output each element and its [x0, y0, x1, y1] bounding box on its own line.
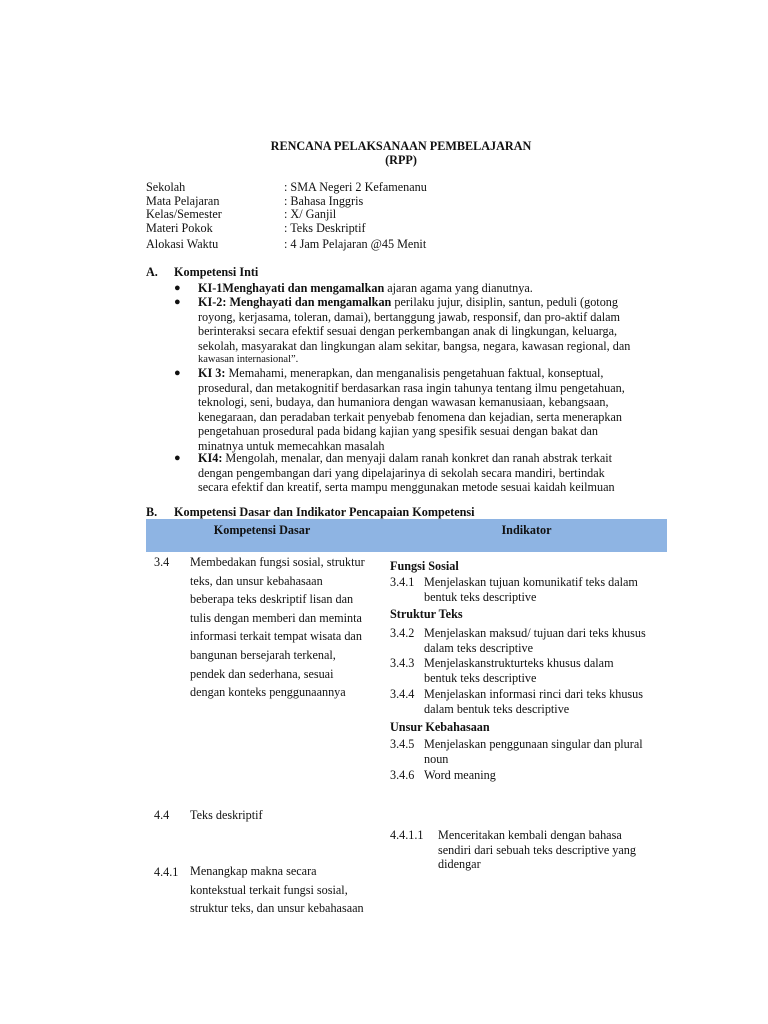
ki-line: pengetahuan prosedural pada bidang kajian yang spesifik sesuai dengan bakat dan — [198, 424, 599, 439]
ki-line: Memahami, menerapkan, dan menganalisis pengetahuan faktual, konseptual, — [225, 366, 604, 380]
indikator-number: 4.4.1.1 — [390, 828, 424, 842]
info-value: : Teks Deskriptif — [284, 221, 366, 235]
kd-description — [190, 862, 364, 918]
ki-line: sekolah, masyarakat dan lingkungan alam sekitar, bangsa, negara, kawasan regional, dan — [198, 338, 631, 353]
indikator-line: Menjelaskanstrukturteks khusus dalam — [424, 656, 614, 670]
ki-line: secara efektif dan kreatif, serta mampu menggunakan metode sesuai kaidah keilmuan — [198, 480, 615, 495]
indikator-text — [438, 828, 636, 872]
indikator-line: sendiri dari sebuah teks descriptive yang — [438, 842, 636, 857]
kd-line: kontekstual terkait fungsi sosial, — [190, 882, 348, 897]
indikator-line: bentuk teks descriptive — [424, 589, 537, 604]
kd-number: 4.4 — [154, 808, 170, 822]
document-title: RENCANA PELAKSANAAN PEMBELAJARAN — [270, 139, 532, 153]
kd-description — [190, 553, 365, 702]
ki-line: kawasan internasional”. — [198, 354, 299, 366]
info-label: Sekolah — [146, 180, 186, 194]
indikator-number: 3.4.4 — [390, 687, 415, 701]
kd-number: 4.4.1 — [154, 865, 179, 879]
bullet-dot-icon: ● — [174, 296, 181, 308]
ki-text — [198, 295, 668, 368]
table-header — [146, 519, 667, 552]
ki-label: KI 3: — [198, 366, 226, 380]
ki-line: royong, kerjasama, toleran, damai), bertanggung jawab, responsif, dan pro-aktif dalam — [198, 309, 621, 324]
section-title: Kompetensi Inti — [174, 265, 259, 279]
info-value: : 4 Jam Pelajaran @45 Menit — [284, 237, 427, 251]
ki-label: KI4: — [198, 451, 223, 465]
indikator-text — [424, 575, 638, 604]
ki-line: dengan pengembangan dari yang dipelajarinya di sekolah secara mandiri, bertindak — [198, 465, 605, 480]
section-number: B. — [146, 505, 158, 519]
info-value: : X/ Ganjil — [284, 207, 337, 221]
ki-text — [198, 281, 668, 296]
column-header-indikator: Indikator — [501, 523, 552, 537]
column-header-kd: Kompetensi Dasar — [213, 523, 311, 537]
section-number: A. — [146, 265, 158, 279]
ki-line: Mengolah, menalar, dan menyaji dalam ranah konkret dan ranah abstrak terkait — [222, 451, 613, 465]
indikator-line: Word meaning — [424, 768, 496, 782]
kd-number: 3.4 — [154, 555, 170, 569]
indikator-line: Menceritakan kembali dengan bahasa — [438, 828, 622, 842]
kd-line: Membedakan fungsi sosial, struktur — [190, 555, 365, 569]
ki-text — [198, 366, 668, 454]
document-subtitle: (RPP) — [385, 153, 417, 167]
kd-line: pendek dan sederhana, sesuai — [190, 666, 334, 681]
kd-line: beberapa teks deskriptif lisan dan — [190, 592, 354, 607]
indikator-line: dalam teks descriptive — [424, 640, 533, 655]
ki-line: teknologi, seni, budaya, dan humaniora dengan wawasan kemanusiaan, kebangsaan, — [198, 395, 609, 410]
indikator-line: noun — [424, 751, 449, 766]
indikator-text — [424, 768, 496, 783]
indikator-line: dalam bentuk teks descriptive — [424, 701, 570, 716]
ki-line: ajaran agama yang dianutnya. — [384, 281, 533, 295]
indikator-line: bentuk teks descriptive — [424, 670, 537, 685]
indikator-line: Menjelaskan maksud/ tujuan dari teks khusus — [424, 626, 646, 640]
kd-line: informasi terkait tempat wisata dan — [190, 629, 362, 644]
kd-line: Menangkap makna secara — [190, 864, 317, 878]
bullet-dot-icon: ● — [174, 367, 181, 379]
indikator-group-fungsi: Fungsi Sosial — [390, 559, 459, 573]
indikator-group-unsur: Unsur Kebahasaan — [390, 720, 490, 734]
ki-text — [198, 451, 668, 495]
indikator-line: Menjelaskan penggunaan singular dan plural — [424, 737, 643, 751]
info-label: Mata Pelajaran — [146, 194, 220, 208]
indikator-text — [424, 687, 643, 716]
ki-label: KI-1Menghayati dan mengamalkan — [198, 281, 385, 295]
indikator-number: 3.4.5 — [390, 737, 415, 751]
indikator-number: 3.4.6 — [390, 768, 415, 782]
info-value: : Bahasa Inggris — [284, 194, 364, 208]
ki-label: KI-2: Menghayati dan mengamalkan — [198, 295, 392, 309]
ki-line: prosedural, dan metakognitif berdasarkan rasa ingin tahunya tentang ilmu pengetahuan, — [198, 380, 625, 395]
indikator-line: Menjelaskan tujuan komunikatif teks dalam — [424, 575, 638, 589]
indikator-number: 3.4.1 — [390, 575, 415, 589]
info-label: Kelas/Semester — [146, 207, 222, 221]
indikator-group-struktur: Struktur Teks — [390, 607, 463, 621]
indikator-text — [424, 737, 643, 766]
kd-line: teks, dan unsur kebahasaan — [190, 573, 323, 588]
ki-line: perilaku jujur, disiplin, santun, peduli (gotong — [391, 295, 618, 309]
kd-line: tulis dengan memberi dan meminta — [190, 610, 362, 625]
ki-line: berinteraksi secara efektif sesuai dengan perkembangan anak di lingkungan, keluarga, — [198, 324, 618, 339]
bullet-dot-icon: ● — [174, 452, 181, 464]
section-title: Kompetensi Dasar dan Indikator Pencapaian Kompetensi — [174, 505, 475, 519]
ki-line: minatnya untuk memecahkan masalah — [198, 438, 385, 453]
info-label: Alokasi Waktu — [146, 237, 219, 251]
indikator-text — [424, 656, 614, 685]
indikator-number: 3.4.2 — [390, 626, 415, 640]
info-value: : SMA Negeri 2 Kefamenanu — [284, 180, 427, 194]
kd-line: bangunan bersejarah terkenal, — [190, 647, 336, 662]
indikator-number: 3.4.3 — [390, 656, 415, 670]
kd-line: dengan konteks penggunaannya — [190, 685, 346, 700]
info-label: Materi Pokok — [146, 221, 213, 235]
kd-line: struktur teks, dan unsur kebahasaan — [190, 901, 364, 916]
bullet-dot-icon: ● — [174, 282, 181, 294]
indikator-line: didengar — [438, 857, 481, 872]
indikator-text — [424, 626, 646, 655]
ki-line: kenegaraan, dan peradaban terkait penyebab fenomena dan kejadian, serta menerapkan — [198, 409, 622, 424]
indikator-line: Menjelaskan informasi rinci dari teks khusus — [424, 687, 643, 701]
kd-description: Teks deskriptif — [190, 808, 263, 822]
